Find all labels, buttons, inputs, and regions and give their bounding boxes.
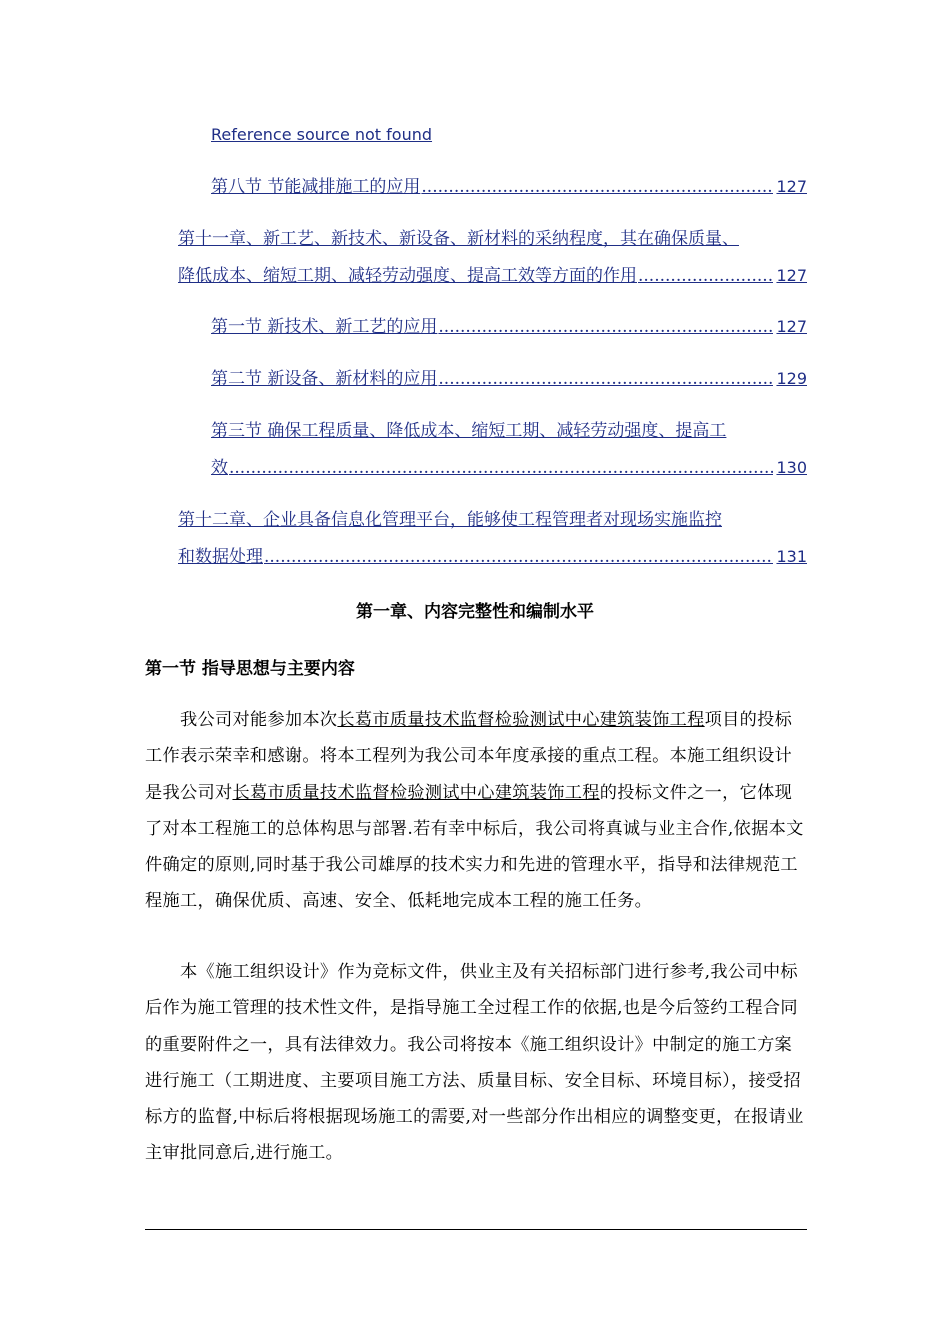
toc-page-number: 127 — [776, 317, 807, 336]
toc-entry-section2[interactable] — [211, 369, 807, 389]
paragraph-text: 的投标文件之一，它体现了对本工程施工的总体构思与部署.若有幸中标后，我公司将真诚与业主合作,依据本文件确定的原则,同时基于我公司雄厚的技术实力和先进的管理水平，指导和法律规范工程施工，确保优质、高速、安全、低耗地完成本工程的施工任务。 — [145, 782, 804, 912]
toc-entry-chapter11[interactable] — [178, 229, 828, 286]
section-title: 第一节 指导思想与主要内容 — [145, 659, 355, 679]
project-name-underlined: 长葛市质量技术监督检验测试中心建筑装饰工程 — [232, 782, 600, 803]
toc-leader — [421, 177, 773, 197]
body-paragraph-1 — [145, 702, 807, 920]
toc-entry-label-line1: 第十一章、新工艺、新技术、新设备、新材料的采纳程度，其在确保质量、 — [178, 229, 739, 249]
toc-entry-chapter12[interactable] — [178, 510, 807, 567]
toc-entry-label-line2: 效 — [211, 458, 228, 478]
toc-entry-section3[interactable] — [211, 421, 807, 478]
toc-entry-section1[interactable] — [211, 317, 807, 337]
toc-error-link[interactable]: Reference source not found — [211, 125, 433, 144]
toc-leader — [438, 369, 773, 389]
toc-page-number: 127 — [776, 177, 807, 196]
toc-leader — [438, 317, 773, 337]
toc-entry-label: 第八节 节能减排施工的应用 — [211, 177, 421, 197]
paragraph-text: 项目的投标工作表示荣幸和感谢。将本工程列为我公司本年度承接的重点工程。本施工组织设计是我公司对 — [145, 710, 793, 803]
project-name-underlined: 长葛市质量技术监督检验测试中心建筑装饰工程 — [337, 710, 705, 730]
toc-page-number: 129 — [776, 369, 807, 388]
toc-entry-section8[interactable] — [211, 177, 807, 197]
paragraph-text: 我公司对能参加本次 — [180, 710, 338, 730]
toc-entry-label-line1: 第十二章、企业具备信息化管理平台，能够使工程管理者对现场实施监控 — [178, 510, 722, 530]
toc-leader — [638, 266, 773, 286]
toc-page-number: 127 — [776, 266, 807, 285]
body-paragraph-2: 本《施工组织设计》作为竞标文件，供业主及有关招标部门进行参考,我公司中标后作为施工管理的技术性文件，是指导施工全过程工作的依据,也是今后签约工程合同的重要附件之一，具有法律效力。我公司将按本《施工组织设计》中制定的施工方案进行施工（工期进度、主要项目施工方法、质量目标、安全目标、环境目标），接受招标方的监督,中标后将根据现场施工的需要,对一些部分作出相应的调整变更，在报请业主审批同意后,进行施工。 — [145, 962, 804, 1164]
toc-entry-label-line2: 降低成本、缩短工期、减轻劳动强度、提高工效等方面的作用 — [178, 266, 637, 286]
toc-leader — [264, 547, 773, 567]
toc-entry-label-line1: 第三节 确保工程质量、降低成本、缩短工期、减轻劳动强度、提高工 — [211, 421, 727, 441]
toc-leader — [229, 458, 773, 478]
chapter-title: 第一章、内容完整性和编制水平 — [356, 602, 594, 622]
toc-page-number: 130 — [776, 458, 807, 477]
toc-entry-label: 第一节 新技术、新工艺的应用 — [211, 317, 438, 337]
toc-entry-label: 第二节 新设备、新材料的应用 — [211, 369, 438, 389]
page-footer-divider — [145, 1229, 807, 1230]
toc-entry-label-line2: 和数据处理 — [178, 547, 263, 567]
toc-page-number: 131 — [776, 547, 807, 566]
